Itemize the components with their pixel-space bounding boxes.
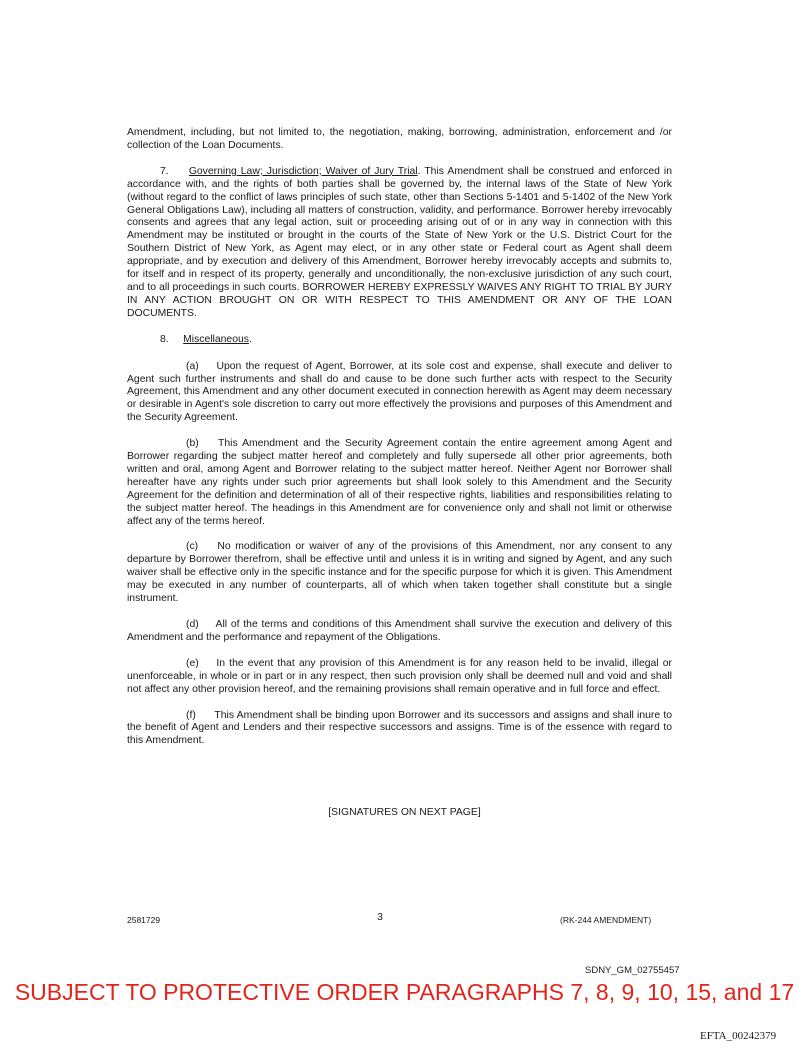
efta-number: EFTA_00242379 (700, 1030, 777, 1042)
intro-paragraph: Amendment, including, but not limited to, the negotiation, making, borrowing, administration, enforcement and /or collection of the Loan Documents. (127, 127, 672, 151)
section-8-item-c (127, 541, 672, 606)
section-7-heading: Governing Law; Jurisdiction; Waiver of Jury Trial (188, 165, 418, 177)
item-label: (b) (186, 438, 199, 450)
section-8-item-d (127, 619, 672, 645)
item-text: All of the terms and conditions of this Amendment shall survive the execution and delivery of this Amendment and the performance and repayment of the Obligations. (127, 619, 672, 643)
section-8-item-f (127, 710, 672, 749)
item-text: This Amendment and the Security Agreement contain the entire agreement among Agent and Borrower regarding the subject matter hereof and completely and fully supersede all other prior agreements, both written and oral, among Agent and Borrower relating to the subject matter hereof. Neither Agent nor Borrower shall hereafter have any rights under such prior agreements but shall look solely to this Amendment and the Security Agreement for the definition and determination of all of their respective rights, liabilities and responsibilities relating to the subject matter hereof. The headings in this Amendment are for convenience only and shall not limit or otherwise affect any of the terms hereof. (127, 438, 673, 527)
item-label: (c) (186, 541, 199, 553)
section-7 (127, 166, 672, 321)
section-8-heading-line (127, 334, 672, 347)
item-text: This Amendment shall be binding upon Borrower and its successors and assigns and shall inure to the benefit of Agent and Lenders and their respective successors and assigns. Time is of the essence with regard to this Amendment. (127, 709, 673, 747)
item-text: In the event that any provision of this Amendment is for any reason held to be invalid, illegal or unenforceable, in whole or in part or in any respect, then such provision only shall be deemed null and void and shall not affect any other provision hereof, and the remaining provisions shall remain operative and in full force and effect. (127, 657, 672, 695)
section-8-item-e (127, 658, 672, 697)
item-label: (d) (186, 619, 199, 630)
section-8-number: 8. (160, 333, 169, 345)
item-text: No modification or waiver of any of the provisions of this Amendment, nor any consent to any departure by Borrower therefrom, shall be effective until and unless it is in writing and signed by Agent, and any such waiver shall be effective only in the specific instance and for the specific purpose for which it is given. This Amendment may be executed in any number of counterparts, all of which when taken together shall constitute but a single instrument. (127, 541, 672, 605)
item-text: Upon the request of Agent, Borrower, at its sole cost and expense, shall execute and deliver to Agent such further instruments and shall do and cause to be done such further acts with respect to the Security Agreement, this Amendment and any other document executed in connection herewith as Agent may deem necessary or desirable in Agent's sole discretion to carry out more effectively the provisions and purposes of this Amendment and the Security Agreement. (127, 360, 672, 424)
footer-doc-ref: (RK-244 AMENDMENT) (560, 915, 652, 925)
item-label: (a) (186, 360, 199, 372)
section-8-item-b (127, 438, 672, 528)
footer-page-number: 3 (377, 912, 383, 923)
footer-doc-number: 2581729 (127, 915, 161, 925)
section-8-item-a (127, 361, 672, 426)
document-body (127, 127, 672, 761)
section-8-heading-punct: . (248, 333, 252, 345)
bates-number: SDNY_GM_02755457 (585, 965, 680, 976)
item-label: (e) (186, 657, 199, 669)
section-8-heading: Miscellaneous (183, 333, 249, 345)
item-label: (f) (186, 709, 196, 721)
section-7-body: . This Amendment shall be construed and enforced in accordance with, and the rights of both parties shall be governed by, the internal laws of the State of New York (without regard to the conflict of laws principles of such state, other than Sections 5-1401 and 5-1402 of the New York General Obligations Law), including all matters of construction, validity, and performance. Borrower hereby irrevocably consents and agrees that any legal action, suit or proceeding arising out of or in any way in connection with this Amendment may be instituted or brought in the courts of the State of New York or the U.S. District Court for the Southern District of New York, as Agent may elect, or in any other state or Federal court as Agent shall deem appropriate, and by execution and delivery of this Amendment, Borrower hereby irrevocably accepts and submits to, for itself and in respect of its property, generally and unconditionally, the non-exclusive jurisdiction of any such court, and to all proceedings in such courts. BORROWER HEREBY EXPRESSLY WAIVES ANY RIGHT TO TRIAL BY JURY IN ANY ACTION BROUGHT ON OR WITH RESPECT TO THIS AMENDMENT OR ANY OF THE LOAN DOCUMENTS. (127, 165, 673, 319)
protective-order-banner: SUBJECT TO PROTECTIVE ORDER PARAGRAPHS 7, 8, 9, 10, 15, and 17 (14, 979, 795, 1005)
section-7-number: 7. (160, 165, 169, 177)
signatures-note: [SIGNATURES ON NEXT PAGE] (328, 807, 481, 818)
